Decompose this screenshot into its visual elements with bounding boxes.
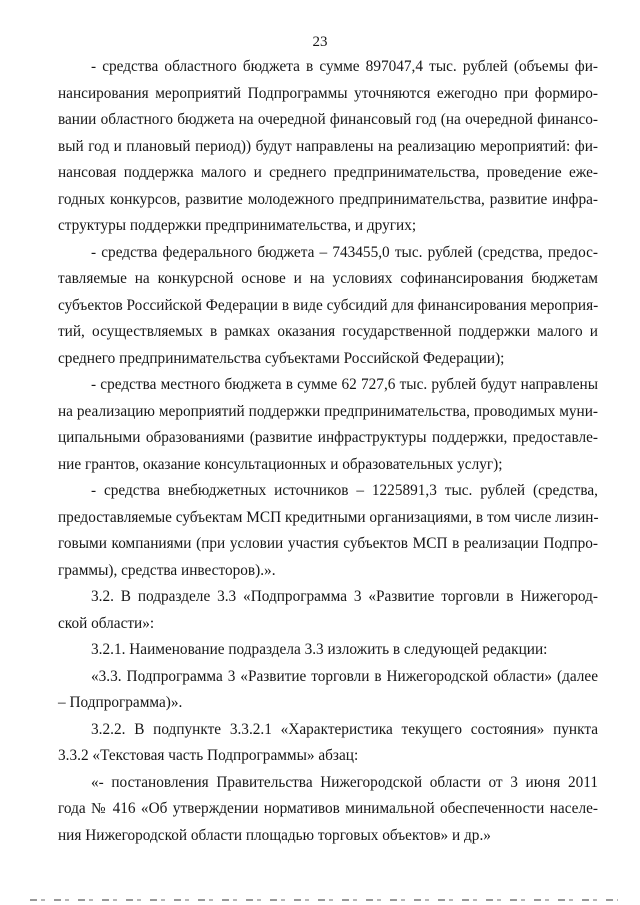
text-line: - средства местного бюджета в сумме 62 727,6 тыс. рублей будут направлены <box>91 376 598 393</box>
text-line: вании областного бюджета на очередной финансовый год (на очередной финансо- <box>58 111 598 128</box>
text-line: 3.3.2 «Текстовая часть Подпрограммы» абзац: <box>58 747 359 764</box>
text-line: вый год и плановый период)) будут направлены на реализацию мероприятий: фи- <box>58 138 598 155</box>
text-line: ние грантов, оказание консультационных и образовательных услуг); <box>58 456 503 473</box>
text-line: тий, осуществляемых в рамках оказания государственной поддержки малого и <box>58 323 598 340</box>
text-line: нансирования мероприятий Подпрограммы уточняются ежегодно при формиро- <box>58 85 598 102</box>
page-number: 23 <box>312 34 328 50</box>
text-line: - средства областного бюджета в сумме 897047,4 тыс. рублей (объемы фи- <box>91 58 598 75</box>
text-line: 3.2. В подразделе 3.3 «Подпрограмма 3 «Развитие торговли в Нижегород- <box>91 588 598 605</box>
text-line: тавляемые на конкурсной основе и на условиях софинансирования бюджетам <box>58 270 598 287</box>
text-line: годных конкурсов, развитие молодежного предпринимательства, развитие инфра- <box>58 191 598 208</box>
text-line: ния Нижегородской области площадью торговых объектов» и др.» <box>58 827 491 844</box>
text-line: года № 416 «Об утверждении нормативов минимальной обеспеченности населе- <box>58 800 598 817</box>
text-line: граммы), средства инвесторов).». <box>58 562 276 579</box>
text-line: нансовая поддержка малого и среднего предпринимательства, проведение еже- <box>58 164 598 181</box>
text-line: «3.3. Подпрограмма 3 «Развитие торговли в Нижегородской области» (далее <box>91 668 598 685</box>
text-line: 3.2.1. Наименование подраздела 3.3 изложить в следующей редакции: <box>91 641 548 658</box>
text-line: - средства внебюджетных источников – 1225891,3 тыс. рублей (средства, <box>91 482 598 499</box>
text-line: предоставляемые субъектам МСП кредитными организациями, в том числе лизин- <box>58 509 599 526</box>
scan-artifact-strip <box>30 899 618 901</box>
text-line: - средства федерального бюджета – 743455,0 тыс. рублей (средства, предос- <box>91 244 598 261</box>
text-line: «- постановления Правительства Нижегородской области от 3 июня 2011 <box>91 774 598 791</box>
text-line: говыми компаниями (при условии участия субъектов МСП в реализации Подпро- <box>58 535 598 552</box>
text-line: структуры поддержки предпринимательства, и других; <box>58 217 417 234</box>
text-line: субъектов Российской Федерации в виде субсидий для финансирования мероприя- <box>58 297 599 314</box>
text-line: 3.2.2. В подпункте 3.3.2.1 «Характеристика текущего состояния» пункта <box>91 721 598 738</box>
text-line: на реализацию мероприятий поддержки предпринимательства, проводимых муни- <box>58 403 598 420</box>
text-line: среднего предпринимательства субъектами Российской Федерации); <box>58 350 505 367</box>
text-line: ципальными образованиями (развитие инфраструктуры поддержки, предоставле- <box>58 429 598 446</box>
text-line: ской области»: <box>58 615 155 632</box>
text-line: – Подпрограмма)». <box>58 694 183 711</box>
